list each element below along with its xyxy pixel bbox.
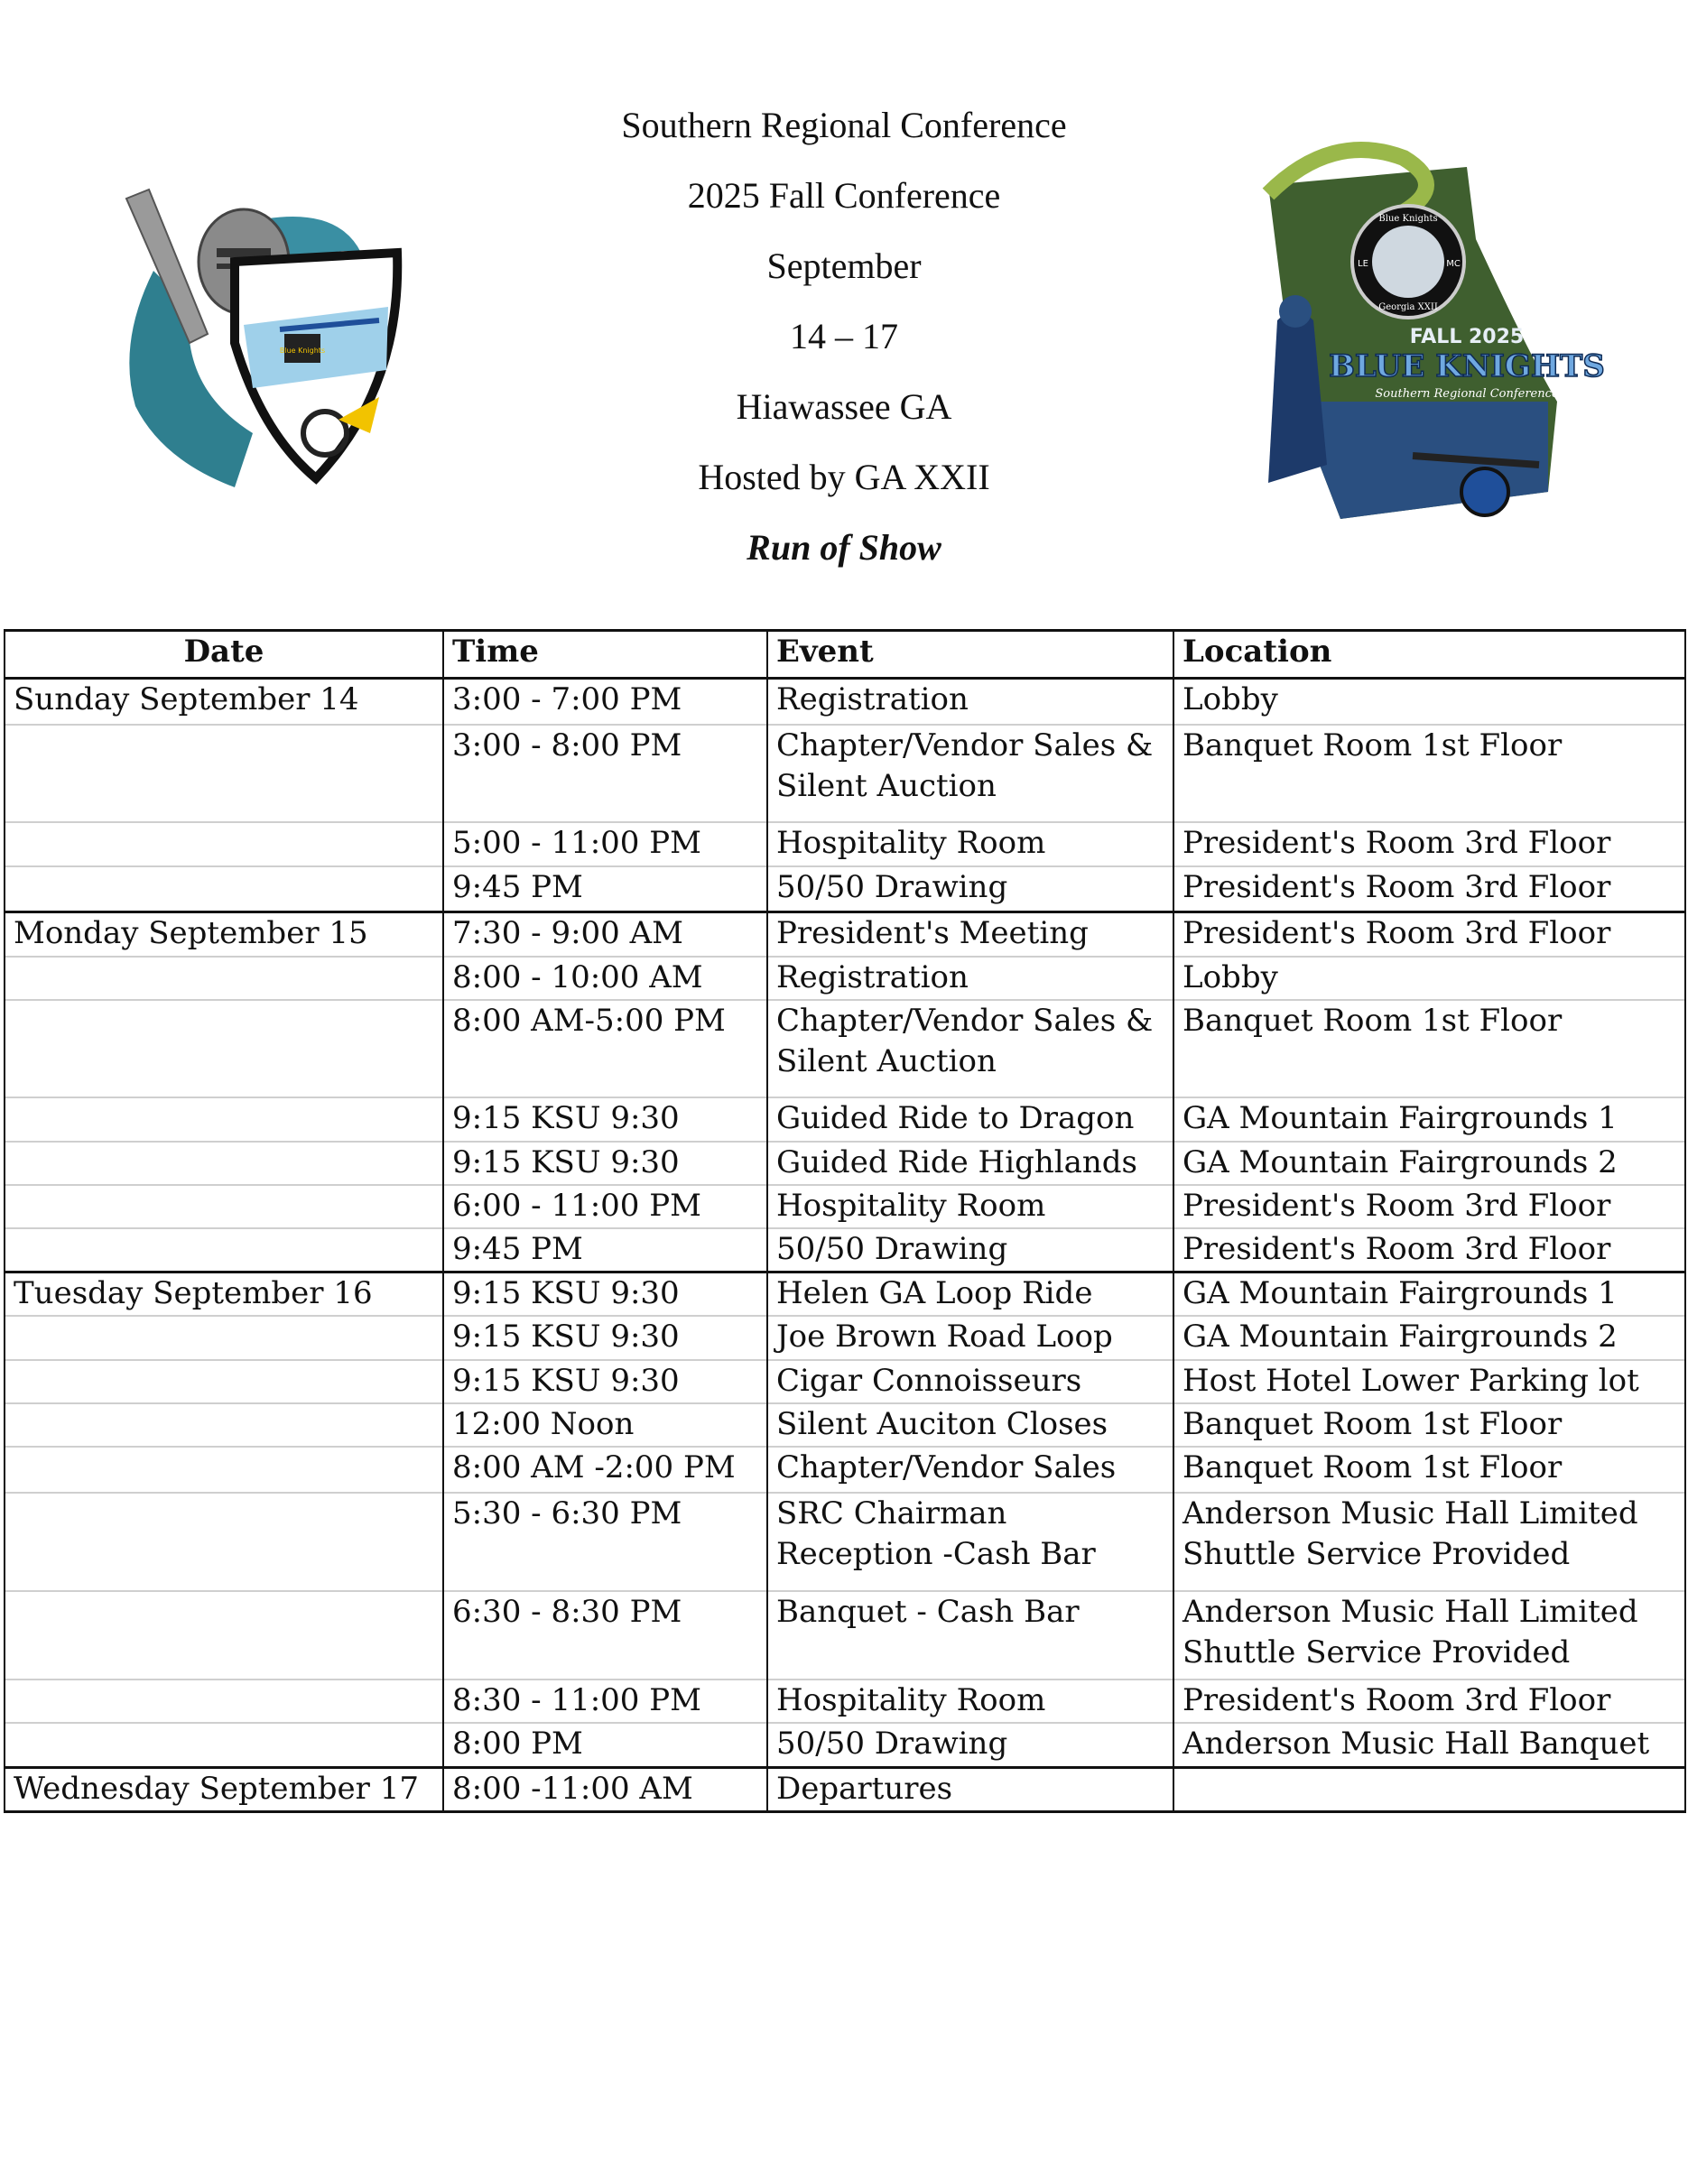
conference-edition: 2025 Fall Conference [687,175,1001,216]
cell-date [5,1228,443,1272]
table-row [5,1097,1685,1141]
conference-city: Hiawassee GA [736,386,952,427]
table-row [5,1403,1685,1447]
table-row [5,1360,1685,1403]
table-row [5,1142,1685,1185]
table-row [5,1272,1685,1317]
cell-time: 8:00 AM -2:00 PM [443,1447,767,1493]
cell-event: 50/50 Drawing [767,1228,1173,1272]
cell-date [5,957,443,1000]
cell-event: Helen GA Loop Ride [767,1272,1173,1317]
cell-location: GA Mountain Fairgrounds 1 [1173,1097,1685,1141]
svg-text:Blue Knights: Blue Knights [1378,214,1438,224]
cell-time: 8:00 - 10:00 AM [443,957,767,1000]
cell-time: 9:45 PM [443,1228,767,1272]
cell-date [5,1403,443,1447]
cell-time: 9:45 PM [443,866,767,912]
cell-location: President's Room 3rd Floor [1173,1185,1685,1228]
cell-time: 9:15 KSU 9:30 [443,1097,767,1141]
table-header-row [5,631,1685,679]
cell-event: Registration [767,679,1173,725]
table-row [5,1447,1685,1493]
fall-2025-blue-knights-georgia-logo [1241,131,1605,541]
cell-time: 7:30 - 9:00 AM [443,912,767,957]
table-row [5,912,1685,957]
cell-event: Registration [767,957,1173,1000]
cell-location: Banquet Room 1st Floor [1173,1403,1685,1447]
cell-date [5,1447,443,1493]
cell-date: Tuesday September 16 [5,1272,443,1317]
table-row [5,1316,1685,1359]
cell-event: Guided Ride Highlands [767,1142,1173,1185]
table-row [5,1493,1685,1591]
cell-location: Lobby [1173,957,1685,1000]
table-row [5,957,1685,1000]
svg-text:Blue Knights: Blue Knights [279,347,326,355]
cell-event: Chapter/Vendor Sales & Silent Auction [767,1000,1173,1098]
cell-location: President's Room 3rd Floor [1173,1228,1685,1272]
cell-location: GA Mountain Fairgrounds 2 [1173,1142,1685,1185]
cell-event: Hospitality Room [767,1680,1173,1723]
table-row [5,1228,1685,1272]
table-row [5,1185,1685,1228]
cell-date [5,1185,443,1228]
cell-time: 5:00 - 11:00 PM [443,822,767,865]
cell-date [5,822,443,865]
cell-time: 5:30 - 6:30 PM [443,1493,767,1591]
cell-event: President's Meeting [767,912,1173,957]
cell-location: Anderson Music Hall Limited Shuttle Service Provided [1173,1493,1685,1591]
cell-location: President's Room 3rd Floor [1173,866,1685,912]
cell-location: President's Room 3rd Floor [1173,822,1685,865]
cell-location [1173,1767,1685,1811]
cell-location: Banquet Room 1st Floor [1173,1000,1685,1098]
cell-location: Banquet Room 1st Floor [1173,1447,1685,1493]
cell-location: Banquet Room 1st Floor [1173,725,1685,823]
cell-event: Chapter/Vendor Sales [767,1447,1173,1493]
column-header-location: Location [1173,631,1685,679]
cell-date [5,1142,443,1185]
column-header-time: Time [443,631,767,679]
cell-location: Host Hotel Lower Parking lot [1173,1360,1685,1403]
svg-text:Southern Regional Conference: Southern Regional Conference [1375,387,1559,401]
cell-time: 8:00 AM-5:00 PM [443,1000,767,1098]
cell-event: Banquet - Cash Bar [767,1591,1173,1680]
cell-location: President's Room 3rd Floor [1173,912,1685,957]
georgia-dragon-emblem-icon [1241,131,1605,541]
svg-text:LE: LE [1358,259,1368,269]
knight-shield-icon [99,162,424,505]
cell-time: 9:15 KSU 9:30 [443,1142,767,1185]
cell-date [5,1097,443,1141]
table-row [5,1767,1685,1811]
cell-date [5,1493,443,1591]
cell-event: Hospitality Room [767,822,1173,865]
cell-date [5,1680,443,1723]
table-row [5,822,1685,865]
svg-text:Georgia XXII: Georgia XXII [1378,302,1438,312]
cell-date: Sunday September 14 [5,679,443,725]
table-row [5,1723,1685,1767]
cell-location: Lobby [1173,679,1685,725]
cell-time: 6:00 - 11:00 PM [443,1185,767,1228]
svg-text:BLUE KNIGHTS: BLUE KNIGHTS [1329,348,1605,384]
blue-knights-knight-shield-logo [99,162,424,505]
cell-time: 12:00 Noon [443,1403,767,1447]
cell-location: President's Room 3rd Floor [1173,1680,1685,1723]
cell-date [5,866,443,912]
document-subtitle: Run of Show [747,527,941,568]
cell-date [5,1000,443,1098]
cell-event: Hospitality Room [767,1185,1173,1228]
table-row [5,866,1685,912]
conference-host: Hosted by GA XXII [698,457,990,497]
cell-time: 9:15 KSU 9:30 [443,1272,767,1317]
cell-time: 9:15 KSU 9:30 [443,1360,767,1403]
cell-event: Guided Ride to Dragon [767,1097,1173,1141]
cell-time: 9:15 KSU 9:30 [443,1316,767,1359]
cell-location: GA Mountain Fairgrounds 2 [1173,1316,1685,1359]
conference-name: Southern Regional Conference [621,105,1067,145]
cell-location: Anderson Music Hall Banquet [1173,1723,1685,1767]
cell-date [5,1591,443,1680]
table-row [5,1591,1685,1680]
svg-text:MC: MC [1446,259,1461,269]
cell-event: Silent Auciton Closes [767,1403,1173,1447]
run-of-show-table [4,629,1686,1813]
cell-location: Anderson Music Hall Limited Shuttle Service Provided [1173,1591,1685,1680]
column-header-date: Date [5,631,443,679]
table-row [5,1000,1685,1098]
cell-date [5,725,443,823]
cell-event: Chapter/Vendor Sales & Silent Auction [767,725,1173,823]
cell-date: Wednesday September 17 [5,1767,443,1811]
cell-date [5,1360,443,1403]
table-row [5,725,1685,823]
cell-event: 50/50 Drawing [767,1723,1173,1767]
cell-time: 6:30 - 8:30 PM [443,1591,767,1680]
cell-event: Cigar Connoisseurs [767,1360,1173,1403]
table-row [5,1680,1685,1723]
cell-event: Joe Brown Road Loop [767,1316,1173,1359]
table-row [5,679,1685,725]
cell-time: 8:00 -11:00 AM [443,1767,767,1811]
cell-date [5,1316,443,1359]
conference-dates: 14 – 17 [790,316,898,356]
cell-event: Departures [767,1767,1173,1811]
cell-time: 3:00 - 7:00 PM [443,679,767,725]
cell-date: Monday September 15 [5,912,443,957]
cell-time: 8:00 PM [443,1723,767,1767]
cell-date [5,1723,443,1767]
cell-event: SRC Chairman Reception -Cash Bar [767,1493,1173,1591]
cell-location: GA Mountain Fairgrounds 1 [1173,1272,1685,1317]
cell-event: 50/50 Drawing [767,866,1173,912]
column-header-event: Event [767,631,1173,679]
cell-time: 3:00 - 8:00 PM [443,725,767,823]
conference-month: September [766,245,922,286]
cell-time: 8:30 - 11:00 PM [443,1680,767,1723]
svg-text:FALL 2025: FALL 2025 [1409,326,1525,348]
